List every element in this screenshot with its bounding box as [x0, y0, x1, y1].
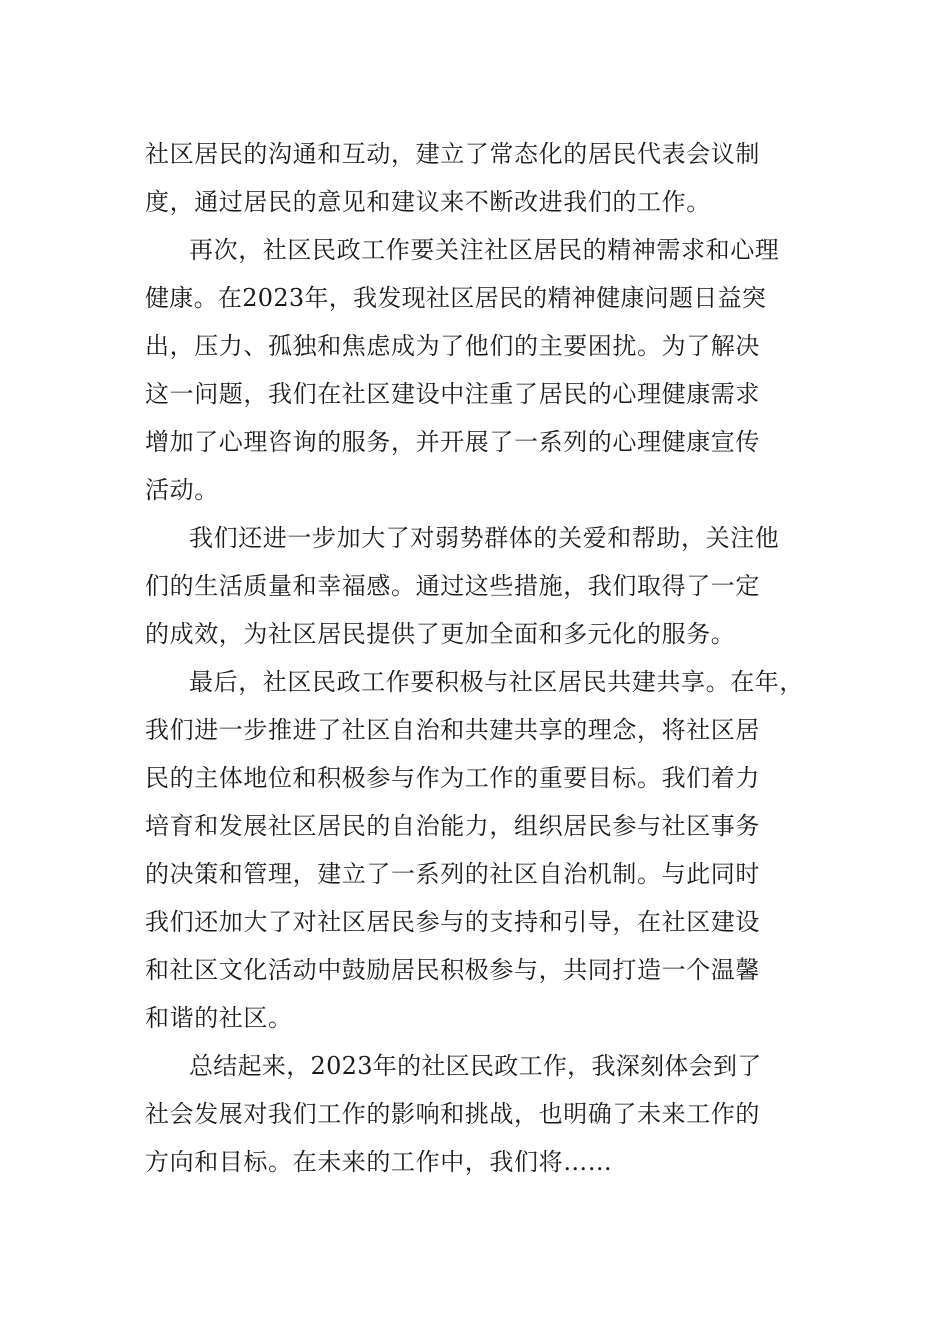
text-line: 和社区文化活动中鼓励居民积极参与，共同打造一个温馨 — [145, 956, 760, 984]
document-body — [145, 130, 810, 1186]
text-line: 健康。在2023年，我发现社区居民的精神健康问题日益突 — [145, 284, 767, 312]
text-line: 这一问题，我们在社区建设中注重了居民的心理健康需求 — [145, 380, 760, 408]
text-line: 们的生活质量和幸福感。通过这些措施，我们取得了一定 — [145, 572, 760, 600]
text-line: 度，通过居民的意见和建议来不断改进我们的工作。 — [145, 188, 711, 216]
paragraph-first-line: 再次，社区民政工作要关注社区居民的精神需求和心理 — [189, 236, 780, 264]
text-line: 培育和发展社区居民的自治能力，组织居民参与社区事务 — [145, 812, 760, 840]
text-line: 方向和目标。在未来的工作中，我们将…… — [145, 1148, 613, 1176]
text-line: 社区居民的沟通和互动，建立了常态化的居民代表会议制 — [145, 140, 760, 168]
text-line: 的成效，为社区居民提供了更加全面和多元化的服务。 — [145, 620, 736, 648]
text-line: 我们进一步推进了社区自治和共建共享的理念，将社区居 — [145, 716, 760, 744]
paragraph-first-line: 我们还进一步加大了对弱势群体的关爱和帮助，关注他 — [189, 524, 780, 552]
text-line: 民的主体地位和积极参与作为工作的重要目标。我们着力 — [145, 764, 760, 792]
text-line: 和谐的社区。 — [145, 1004, 293, 1032]
paragraph-first-line: 总结起来，2023年的社区民政工作，我深刻体会到了 — [189, 1052, 762, 1080]
text-line: 我们还加大了对社区居民参与的支持和引导，在社区建设 — [145, 908, 760, 936]
text-line: 社会发展对我们工作的影响和挑战，也明确了未来工作的 — [145, 1100, 760, 1128]
paragraph-first-line: 最后，社区民政工作要积极与社区居民共建共享。在年， — [189, 668, 804, 696]
text-line: 增加了心理咨询的服务，并开展了一系列的心理健康宣传 — [145, 428, 760, 456]
text-line: 活动。 — [145, 476, 219, 504]
text-line: 的决策和管理，建立了一系列的社区自治机制。与此同时 — [145, 860, 760, 888]
text-line: 出，压力、孤独和焦虑成为了他们的主要困扰。为了解决 — [145, 332, 760, 360]
